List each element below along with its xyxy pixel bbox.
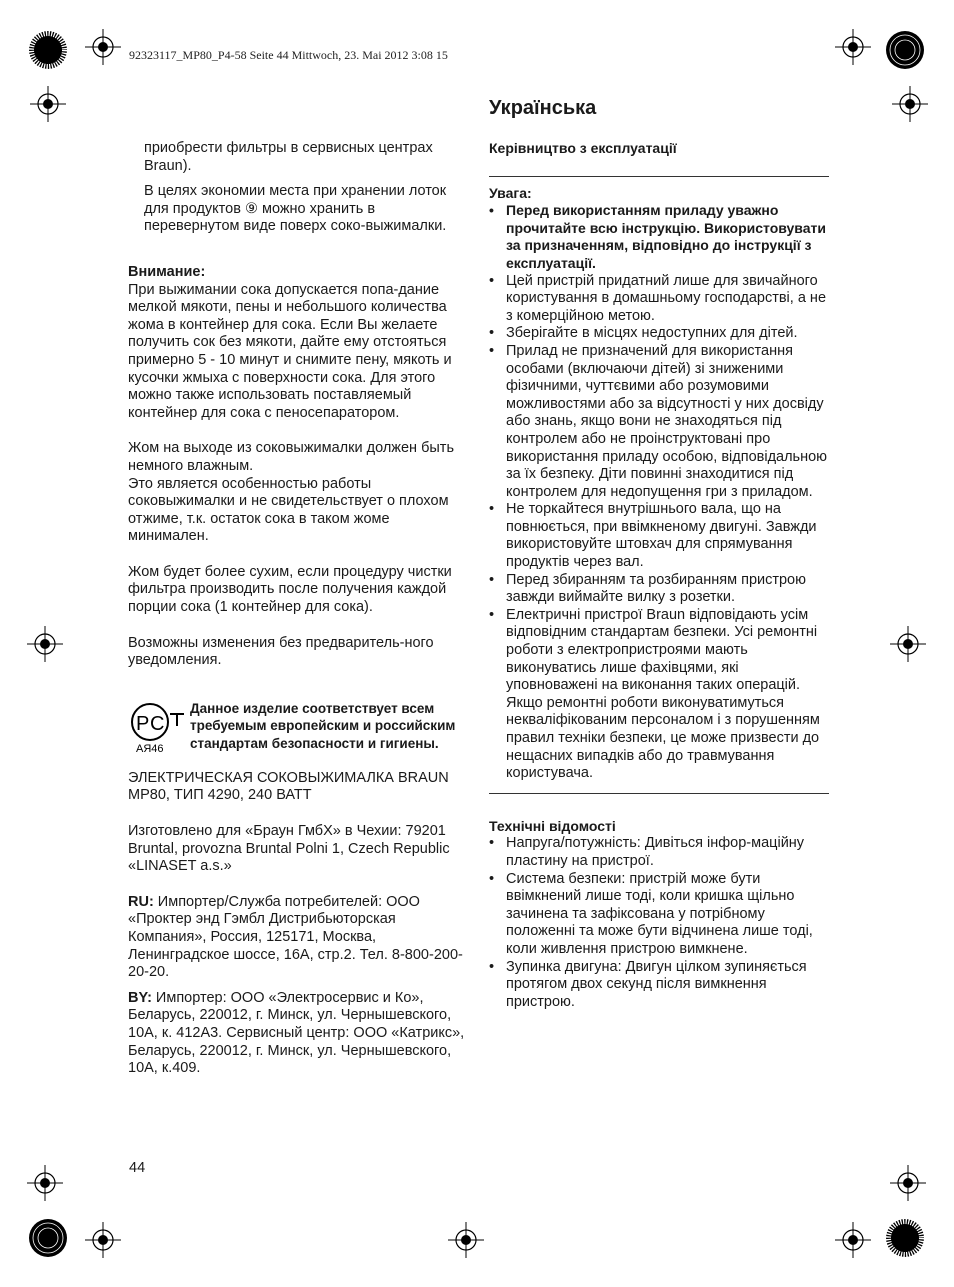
ru-text: Импортер/Служба потребителей: ООО «Проктер энд Гэмбл Дистрибьюторская Компания», Россия, 125171, Москва, Ленинградское шоссе, 16А, стр.2. Тел. 8-800-200-20-20. <box>128 893 463 981</box>
cert-text: Данное изделие соответствует всем требуемым европейским и российским стандартам безопасности и гигиены. <box>190 700 456 751</box>
by-label: BY: <box>128 989 152 1006</box>
dry-text: Жом будет более сухим, если процедуру чистки фильтра производить после получения каждой порции сока (1 контейнер для сока). <box>128 563 452 616</box>
attention-text: При выжимании сока допускается попа-дание мелкой мякоти, пены и небольшого количества жома в контейнер для сока. Если Вы желаете получить сок без мякоти, дайте ему отстояться примерно 5 - 10 минут и снимите пену, мякоть и кусочки жмыха с поверхности сока. Для этого можно также использовать поставляемый контейнер для сока с пеносепаратором. <box>128 281 452 421</box>
ru-importer-text <box>128 894 466 982</box>
registration-mark-icon <box>30 86 66 122</box>
registration-mark-icon <box>85 29 121 65</box>
registration-mark-icon <box>27 626 63 662</box>
list-item: • Перед збиранням та розбиранням пристрою завжди виймайте вилку з розетки. <box>489 572 829 607</box>
by-importer-text <box>128 990 466 1078</box>
starburst-mark-icon <box>885 30 925 70</box>
starburst-mark-icon <box>28 30 68 70</box>
registration-mark-icon <box>835 1222 871 1258</box>
product-text: ЭЛЕКТРИЧЕСКАЯ СОКОВЫЖИМАЛКА BRAUN MP80, ТИП 4290, 240 ВАТТ <box>128 769 449 804</box>
registration-mark-icon <box>835 29 871 65</box>
ru-label: RU: <box>128 893 154 910</box>
list-item: • Цей пристрій придатний лише для звичайного користування в домашньому господарстві, а не з комерційною метою. <box>489 273 829 326</box>
list-item: • Електричні пристрої Braun відповідають усім відповідним стандартам безпеки. Усі ремонтні роботи з електропристроями мають виконуватись лише фахівцями, які уповноважені на виконання таких операцій. Якщо ремонтні роботи виконуватимуться некваліфікованим персоналом і з порушенням правил техніки безпеки, це може призвести до нещасних випадків або до травмування користувача. <box>489 607 829 783</box>
intro-paragraph: приобрести фильтры в сервисных центрах Braun). <box>144 140 433 174</box>
storage-paragraph: В целях экономии места при хранении лоток для продуктов ⑨ можно хранить в перевернутом виде поверх соко-выжималки. <box>144 183 447 235</box>
registration-mark-icon <box>890 1165 926 1201</box>
list-item: • Зберігайте в місцях недоступних для дітей. <box>489 325 829 343</box>
subtitle: Керівництво з експлуатації <box>489 140 677 156</box>
svg-text:Р: Р <box>136 712 150 735</box>
print-header: 92323117_MP80_P4-58 Seite 44 Mittwoch, 23. Mai 2012 3:08 15 <box>129 48 448 62</box>
starburst-mark-icon <box>885 1218 925 1258</box>
changes-text: Возможны изменения без предваритель-ного уведомления. <box>128 634 434 669</box>
divider <box>489 793 829 794</box>
divider <box>489 176 829 177</box>
svg-text:С: С <box>150 712 165 735</box>
left-column <box>128 140 466 1078</box>
made-for-text: Изготовлено для «Браун ГмбХ» в Чехии: 79201 Bruntal, provozna Bruntal Polni 1, Czech Republic «LINASET a.s.» <box>128 823 450 875</box>
by-text: Импортер: ООО «Электросервис и Ко», Беларусь, 220012, г. Минск, ул. Чернышевского, 10А, к. 412А3. Сервисный центр: ООО «Катрикс», Беларусь, 220012, г. Минск, ул. Чернышевского, 10А, к.409. <box>128 989 465 1077</box>
registration-mark-icon <box>27 1165 63 1201</box>
caution-label: Увага: <box>489 184 532 201</box>
registration-mark-icon <box>892 86 928 122</box>
tech-list <box>489 835 829 1011</box>
starburst-mark-icon <box>28 1218 68 1258</box>
safety-list <box>489 202 829 783</box>
registration-mark-icon <box>890 626 926 662</box>
list-item: • Напруга/потужність: Дивіться інфор-маційну пластину на пристрої. <box>489 835 829 870</box>
section-title: Українська <box>489 97 597 119</box>
gost-cert-icon <box>128 700 188 756</box>
list-item: • Зупинка двигуна: Двигун цілком зупиняється протягом двох секунд після вимкнення пристрою. <box>489 959 829 1012</box>
cert-code: АЯ46 <box>136 742 164 755</box>
registration-mark-icon <box>85 1222 121 1258</box>
right-column <box>489 96 829 1011</box>
registration-mark-icon <box>448 1222 484 1258</box>
pulp-text: Жом на выходе из соковыжималки должен быть немного влажным. Это является особенностью работы соковыжималки и не свидетельствует о плохом отжиме, т.к. остаток сока в таком жоме минимален. <box>128 440 455 545</box>
list-item: • Перед використанням приладу уважно прочитайте всю інструкцію. Використовувати за призначенням, відповідно до інструкції з експлуатації. <box>489 202 829 272</box>
tech-label: Технічні відомості <box>489 817 616 834</box>
list-item: • Не торкайтеся внутрішнього вала, що на повнюється, при ввімкненому двигуні. Завжди використовуйте штовхач для спрямування продуктів через вал. <box>489 501 829 571</box>
certification-block <box>128 700 466 756</box>
page-number: 44 <box>129 1160 146 1176</box>
list-item: • Прилад не призначений для використання особами (включаючи дітей) зі зниженими фізичними, чуттєвими або розумовими можливостями або за відсутності у них досвіду або знань, якщо вони не знаходяться під контролем або не проінструктовані про використання приладу особою, відповідальною за їх безпеку. Діти повинні знаходитися під контролем для недопущення гри з приладом. <box>489 343 829 501</box>
list-item: • Система безпеки: пристрій може бути ввімкнений лише тоді, коли кришка щільно зачинена та зафіксована у потрібному положенні та може бути відчинена лише тоді, коли живлення пристрою вимкнене. <box>489 871 829 959</box>
attention-label: Внимание: <box>128 263 206 280</box>
